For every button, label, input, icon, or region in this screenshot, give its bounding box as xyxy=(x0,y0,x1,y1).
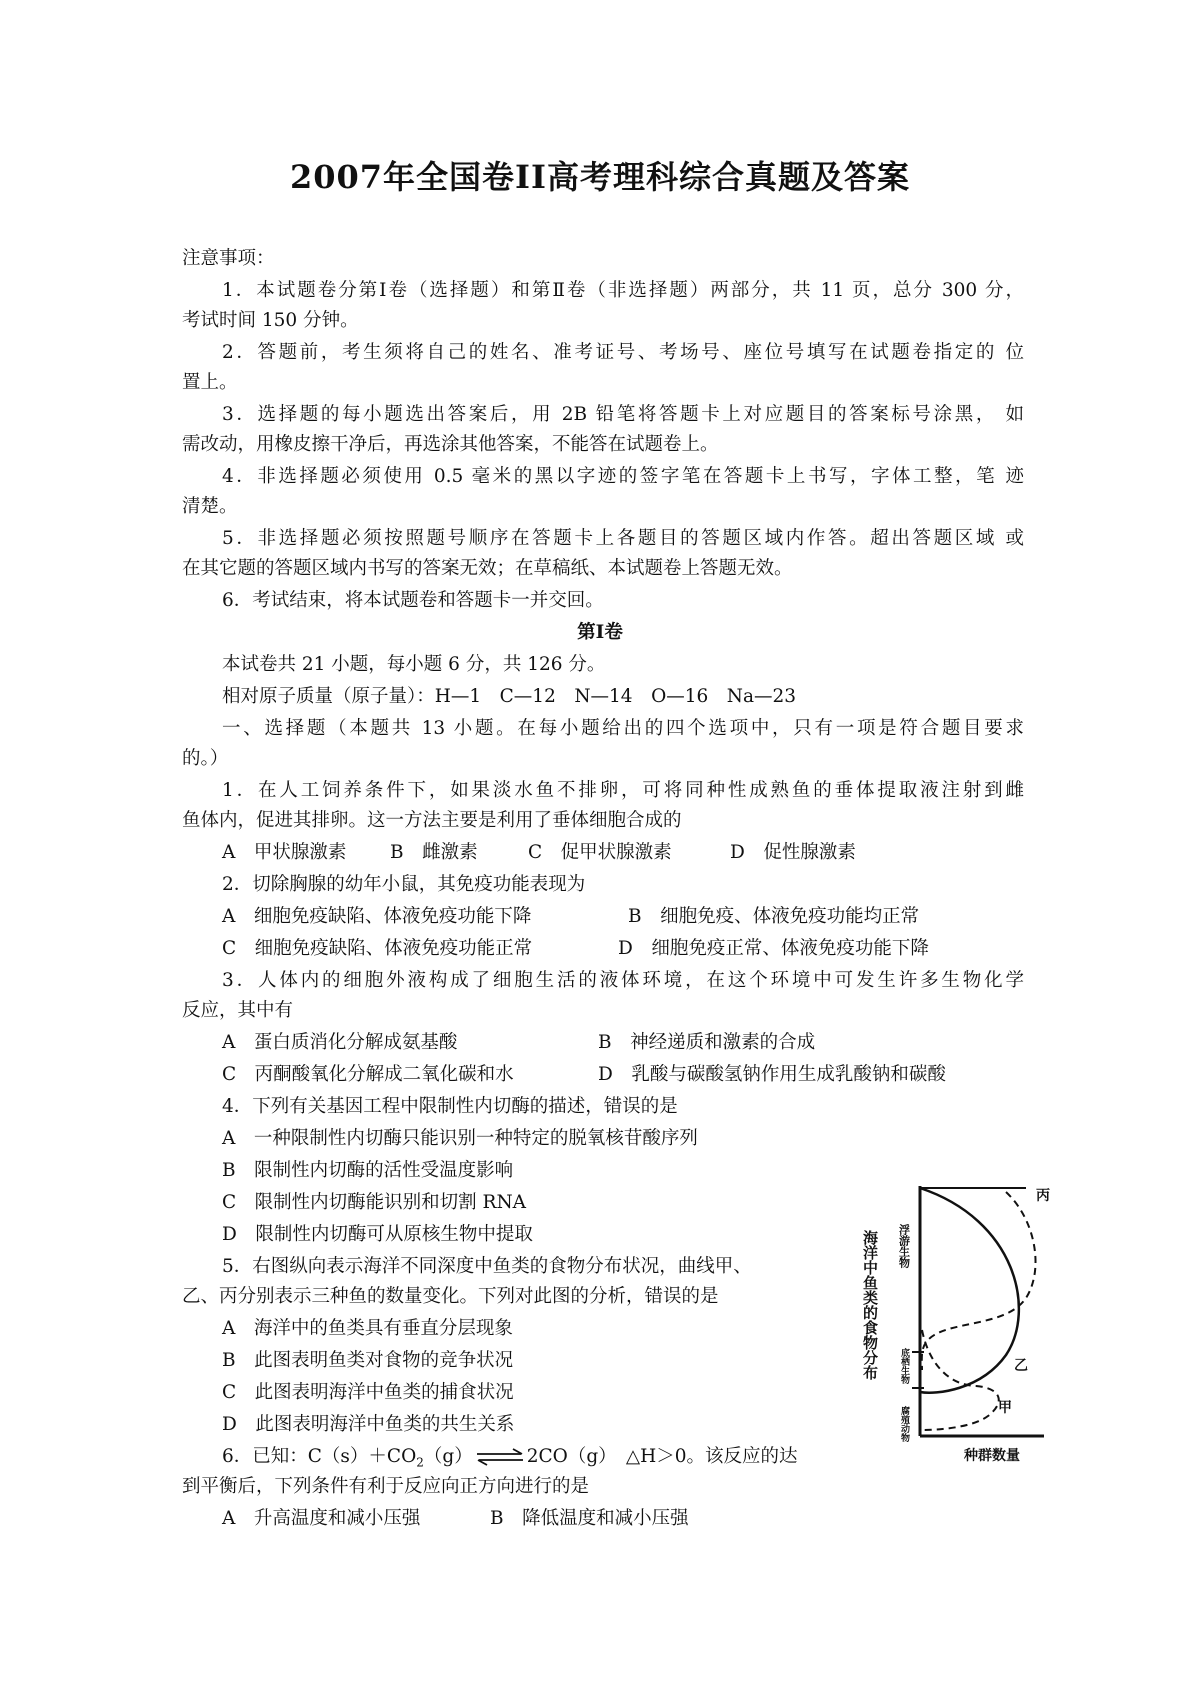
note-2: 2．答题前，考生须将自己的姓名、准考证号、考场号、座位号填写在试题卷指定的 位 xyxy=(222,342,1024,363)
q6-stem xyxy=(222,1444,798,1476)
q3-option-b: B 神经递质和激素的合成 xyxy=(598,1032,816,1053)
q4-option-b: B 限制性内切酶的活性受温度影响 xyxy=(222,1160,514,1181)
note-1: 1．本试题卷分第Ⅰ卷（选择题）和第Ⅱ卷（非选择题）两部分，共 11 页，总分 300 分， xyxy=(222,280,1024,301)
q6-option-a: A 升高温度和减小压强 xyxy=(222,1508,421,1529)
q3-stem-cont: 反应，其中有 xyxy=(182,1000,294,1021)
note-6: 6．考试结束，将本试题卷和答题卡一并交回。 xyxy=(222,590,604,611)
q5-option-b: B 此图表明鱼类对食物的竞争状况 xyxy=(222,1350,514,1371)
section-title: 第Ⅰ卷 xyxy=(577,622,623,643)
note-5: 5．非选择题必须按照题号顺序在答题卡上各题目的答题区域内作答。超出答题区域 或 xyxy=(222,528,1024,549)
note-5-cont: 在其它题的答题区域内书写的答案无效；在草稿纸、本试题卷上答题无效。 xyxy=(182,558,793,579)
page-title: 2007年全国卷II高考理科综合真题及答案 xyxy=(289,158,910,196)
curve-label-bing: 丙 xyxy=(1036,1188,1050,1204)
q3-option-c: C 丙酮酸氧化分解成二氧化碳和水 xyxy=(222,1064,514,1085)
q4-option-d: D 限制性内切酶可从原核生物中提取 xyxy=(222,1224,533,1245)
section-info: 本试卷共 21 小题，每小题 6 分，共 126 分。 xyxy=(222,654,606,675)
note-4: 4．非选择题必须使用 0.5 毫米的黑以字迹的签字笔在答题卡上书写，字体工整，笔 迹 xyxy=(222,466,1024,487)
zone-label-detritus: 腐殖动物 xyxy=(899,1406,909,1442)
note-2-cont: 置上。 xyxy=(182,372,238,393)
q3-option-d: D 乳酸与碳酸氢钠作用生成乳酸钠和碳酸 xyxy=(598,1064,946,1085)
q6-stem-post: 2CO（g） △H＞0。该反应的达 xyxy=(526,1446,798,1467)
q5-stem: 5．右图纵向表示海洋不同深度中鱼类的食物分布状况，曲线甲、 xyxy=(222,1256,752,1277)
q6-stem-pre: 6．已知：C（s）＋CO xyxy=(222,1446,417,1467)
q2-option-b: B 细胞免疫、体液免疫功能均正常 xyxy=(628,906,920,927)
q1-option-b: B 雌激素 xyxy=(390,842,478,863)
atomic-masses: 相对原子质量（原子量）：H—1 C—12 N—14 O—16 Na—23 xyxy=(222,686,797,707)
q6-subscript: 2 xyxy=(416,1455,424,1470)
fish-food-distribution-figure xyxy=(861,1180,1056,1470)
zone-label-benthos: 底栖生物 xyxy=(899,1348,909,1384)
q3-option-a: A 蛋白质消化分解成氨基酸 xyxy=(222,1032,458,1053)
note-4-cont: 清楚。 xyxy=(182,496,238,517)
notes-heading: 注意事项： xyxy=(182,248,275,269)
curve-jia xyxy=(922,1330,999,1430)
equilibrium-arrow-icon xyxy=(475,1447,525,1467)
note-3-cont: 需改动，用橡皮擦干净后，再选涂其他答案，不能答在试题卷上。 xyxy=(182,434,719,455)
curve-label-yi: 乙 xyxy=(1014,1358,1028,1374)
curve-label-jia: 甲 xyxy=(998,1400,1012,1416)
figure-ylabel: 海洋中鱼类的食物分布 xyxy=(861,1230,879,1380)
q1-option-c: C 促甲状腺激素 xyxy=(528,842,672,863)
q6-option-b: B 降低温度和减小压强 xyxy=(490,1508,689,1529)
q1-option-d: D 促性腺激素 xyxy=(730,842,856,863)
note-1-cont: 考试时间 150 分钟。 xyxy=(182,310,359,331)
q5-option-c: C 此图表明海洋中鱼类的捕食状况 xyxy=(222,1382,514,1403)
zone-label-plankton: 浮游生物 xyxy=(897,1224,911,1268)
q5-option-a: A 海洋中的鱼类具有垂直分层现象 xyxy=(222,1318,513,1339)
q5-stem-cont: 乙、丙分别表示三种鱼的数量变化。下列对此图的分析，错误的是 xyxy=(182,1286,719,1307)
q2-option-d: D 细胞免疫正常、体液免疫功能下降 xyxy=(618,938,929,959)
q4-option-c: C 限制性内切酶能识别和切割 RNA xyxy=(222,1192,527,1213)
q4-stem: 4．下列有关基因工程中限制性内切酶的描述，错误的是 xyxy=(222,1096,678,1117)
curve-bing xyxy=(922,1192,1036,1370)
q2-option-a: A 细胞免疫缺陷、体液免疫功能下降 xyxy=(222,906,532,927)
q2-stem: 2．切除胸腺的幼年小鼠，其免疫功能表现为 xyxy=(222,874,586,895)
q5-option-d: D 此图表明海洋中鱼类的共生关系 xyxy=(222,1414,515,1435)
q1-stem: 1．在人工饲养条件下，如果淡水鱼不排卵，可将同种性成熟鱼的垂体提取液注射到雌 xyxy=(222,780,1024,801)
q2-option-c: C 细胞免疫缺陷、体液免疫功能正常 xyxy=(222,938,533,959)
part-one-instructions: 一、选择题（本题共 13 小题。在每小题给出的四个选项中，只有一项是符合题目要求 xyxy=(222,718,1024,739)
q6-stem-mid: （g） xyxy=(423,1446,473,1467)
q6-stem-cont: 到平衡后，下列条件有利于反应向正方向进行的是 xyxy=(182,1476,590,1497)
q1-stem-cont: 鱼体内，促进其排卵。这一方法主要是利用了垂体细胞合成的 xyxy=(182,810,682,831)
figure-xlabel: 种群数量 xyxy=(964,1448,1020,1464)
q4-option-a: A 一种限制性内切酶只能识别一种特定的脱氧核苷酸序列 xyxy=(222,1128,698,1149)
note-3: 3．选择题的每小题选出答案后，用 2B 铅笔将答题卡上对应题目的答案标号涂黑， 如 xyxy=(222,404,1024,425)
part-one-instructions-cont: 的。） xyxy=(182,748,229,769)
q1-option-a: A 甲状腺激素 xyxy=(222,842,347,863)
curve-yi xyxy=(920,1188,1019,1393)
q3-stem: 3．人体内的细胞外液构成了细胞生活的液体环境，在这个环境中可发生许多生物化学 xyxy=(222,970,1024,991)
